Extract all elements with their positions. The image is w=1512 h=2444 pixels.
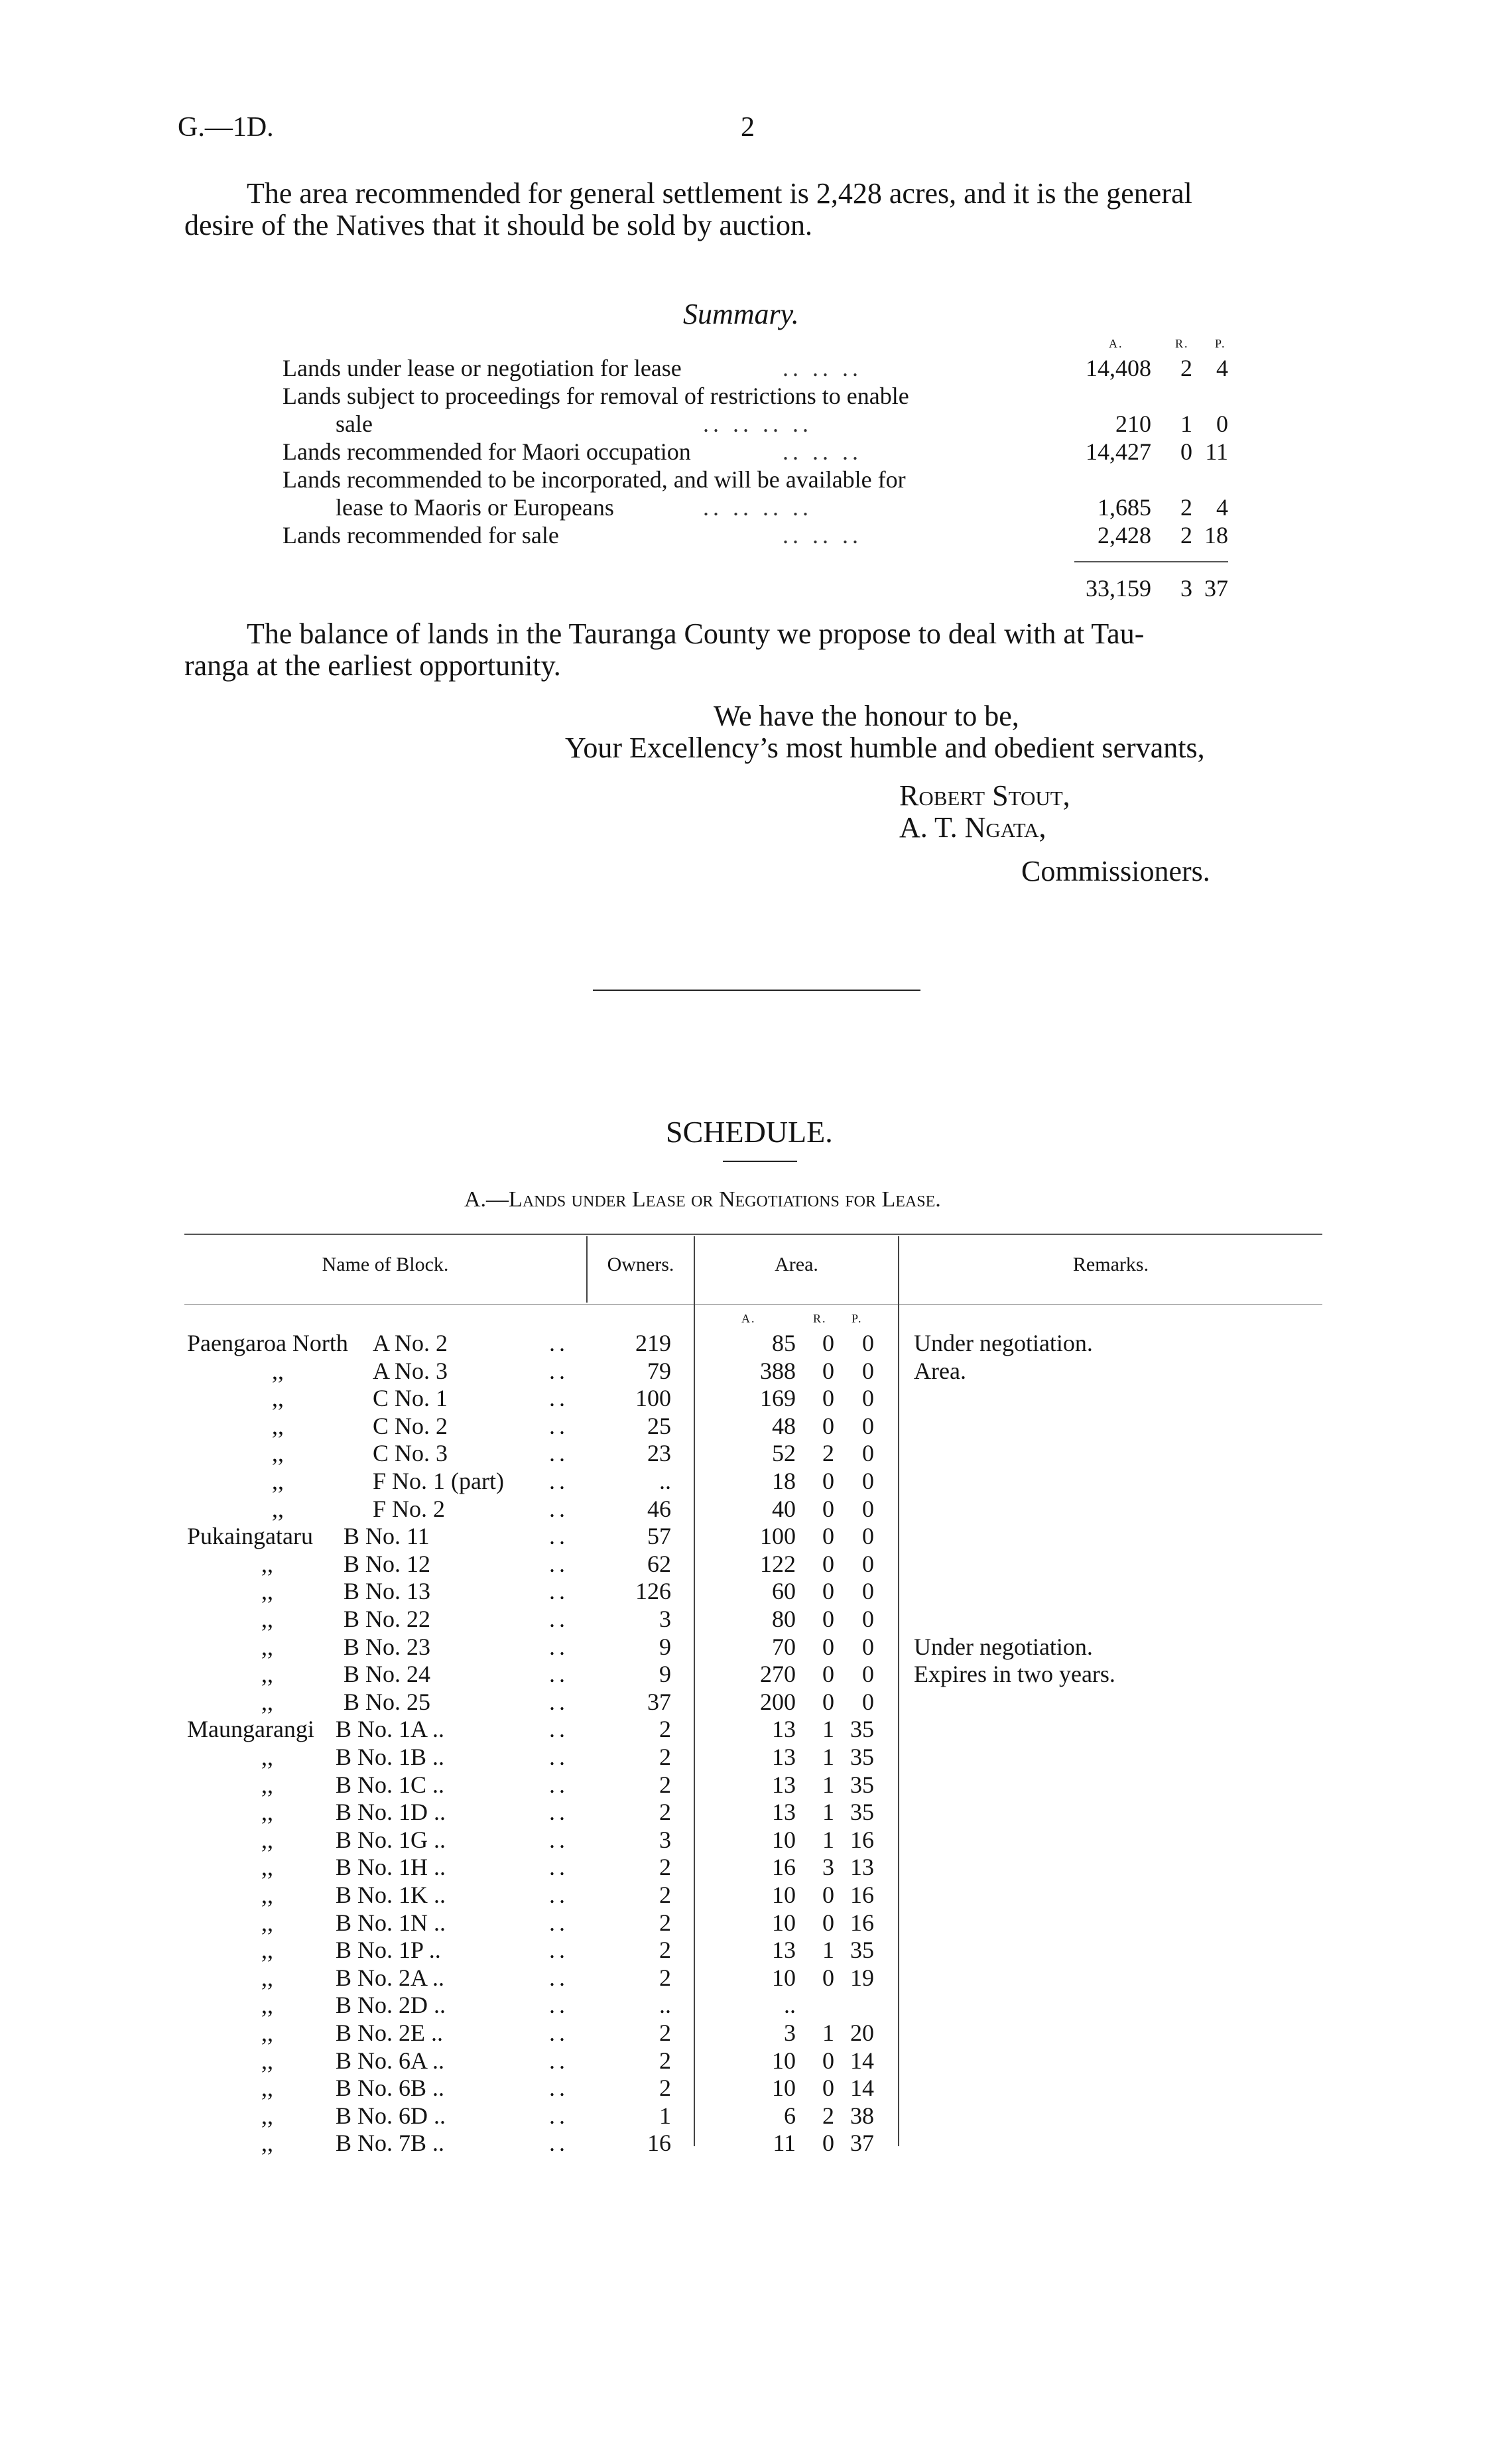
leader-dots: .. [549,1937,569,1963]
block-name-prefix: ,, [272,1385,284,1411]
row-remarks: Area. [914,1358,966,1384]
block-number: A No. 3 [373,1358,448,1384]
area-unit-roods: R. [813,1312,827,1325]
block-name-prefix: ,, [261,1578,273,1604]
signatory-2: A. T. Ngata, [899,811,1046,844]
block-number: F No. 2 [373,1496,446,1522]
owners-count: 2 [659,2047,671,2074]
area-unit-acres: A. [741,1312,756,1325]
area-roods: 0 [822,2047,834,2074]
area-acres: 6 [784,2102,796,2129]
owners-count: 9 [659,1661,671,1687]
area-roods: 1 [822,1827,834,1853]
area-acres: 13 [772,1937,796,1963]
block-name-prefix: ,, [272,1440,284,1466]
block-name-prefix: ,, [261,2130,273,2156]
area-acres: 270 [760,1661,796,1687]
row-remarks: Under negotiation. [914,1330,1093,1356]
owners-count: 126 [635,1578,671,1604]
area-acres: 13 [772,1799,796,1825]
leader-dots: .. [549,1578,569,1604]
schedule-title: SCHEDULE. [666,1115,833,1149]
area-roods: 0 [822,2075,834,2101]
area-perches: 0 [862,1689,874,1715]
owners-count: 46 [647,1496,671,1522]
block-number: B No. 1A .. [336,1716,445,1742]
area-perches: 35 [850,1744,874,1770]
summary-row-roods: 2 [1180,355,1192,381]
block-name-prefix: ,, [261,2047,273,2074]
area-roods: 3 [822,1854,834,1880]
area-roods: 0 [822,1578,834,1604]
table-top-rule [184,1234,1322,1235]
area-acres: 60 [772,1578,796,1604]
summary-col-roods: R. [1175,337,1189,350]
area-perches: 35 [850,1937,874,1963]
leader-dots: .. [549,1744,569,1770]
summary-row-perches: 11 [1205,438,1228,465]
block-number: C No. 2 [373,1413,448,1439]
leader-dots: .. [549,1771,569,1798]
balance-line-1: The balance of lands in the Tauranga County we propose to deal with at Tau- [247,617,1145,650]
leader-dots: .. [549,1496,569,1522]
area-acres: 13 [772,1744,796,1770]
leader-dots: .. [549,2047,569,2074]
owners-count: 37 [647,1689,671,1715]
area-perches: 35 [850,1771,874,1798]
owners-count: 2 [659,2020,671,2046]
area-roods: 0 [822,1496,834,1522]
area-roods: 1 [822,1771,834,1798]
leader-dots: .. [549,1716,569,1742]
area-roods: 0 [822,1523,834,1549]
block-number: B No. 6B .. [336,2075,445,2101]
block-number: B No. 1P .. [336,1937,441,1963]
block-name-prefix: Maungarangi [187,1716,314,1742]
block-name-prefix: ,, [272,1358,284,1384]
col-header-name: Name of Block. [322,1254,449,1275]
owners-count: 57 [647,1523,671,1549]
block-name-prefix: ,, [261,2020,273,2046]
area-roods: 0 [822,1964,834,1991]
block-name-prefix: ,, [272,1413,284,1439]
block-name-prefix: ,, [261,1744,273,1770]
area-acres: 10 [772,1827,796,1853]
area-perches: 16 [850,1882,874,1908]
summary-col-acres: A. [1109,337,1123,350]
schedule-subtitle: A.—Lands under Lease or Negotiations for Lease. [464,1187,941,1212]
owners-count: 25 [647,1413,671,1439]
owners-count: .. [659,1468,671,1494]
block-number: B No. 1K .. [336,1882,446,1908]
summary-row-perches: 4 [1216,494,1228,521]
area-acres: 3 [784,2020,796,2046]
leader-dots: .. [549,1606,569,1632]
area-perches: 0 [862,1358,874,1384]
block-number: B No. 1G .. [336,1827,446,1853]
leader-dots: .. [549,2102,569,2129]
summary-row-label-cont: lease to Maoris or Europeans [336,494,614,521]
block-name-prefix: ,, [261,1909,273,1936]
summary-row-label: Lands recommended to be incorporated, and will be available for [283,466,906,493]
summary-row-roods: 2 [1180,494,1192,521]
area-perches: 0 [862,1634,874,1660]
summary-row-label-cont: sale [336,411,373,437]
block-number: B No. 7B .. [336,2130,445,2156]
leader-dots: .. [549,1909,569,1936]
area-acres: 388 [760,1358,796,1384]
area-roods: 0 [822,1909,834,1936]
area-roods: 0 [822,1358,834,1384]
area-roods: 1 [822,1799,834,1825]
area-perches: 16 [850,1909,874,1936]
owners-count: 2 [659,1882,671,1908]
area-roods: 0 [822,1882,834,1908]
area-roods: 0 [822,1468,834,1494]
col-header-owners: Owners. [607,1254,674,1275]
block-number: B No. 11 [344,1523,430,1549]
area-acres: 70 [772,1634,796,1660]
area-perches: 14 [850,2047,874,2074]
summary-row-label: Lands subject to proceedings for removal of restrictions to enable [283,383,909,409]
summary-total-roods: 3 [1180,575,1192,602]
area-perches: 0 [862,1413,874,1439]
area-roods: 0 [822,2130,834,2156]
area-roods: 1 [822,1744,834,1770]
leader-dots: .. [549,1992,569,2018]
balance-line-2: ranga at the earliest opportunity. [184,649,561,682]
area-roods: 1 [822,1716,834,1742]
page-series-code: G.—1D. [178,112,274,143]
leader-dots: .. .. .. .. [703,494,812,521]
summary-row-roods: 0 [1180,438,1192,465]
section-divider [593,990,920,991]
area-perches: 20 [850,2020,874,2046]
summary-total-perches: 37 [1204,575,1228,602]
block-name-prefix: ,, [261,2075,273,2101]
owners-count: 23 [647,1440,671,1466]
page-number: 2 [741,112,755,143]
owners-count: 3 [659,1827,671,1853]
area-perches: 19 [850,1964,874,1991]
area-perches: 35 [850,1716,874,1742]
col-header-remarks: Remarks. [1072,1254,1149,1275]
area-acres: 85 [772,1330,796,1356]
owners-count: 3 [659,1606,671,1632]
block-name-prefix: ,, [261,1937,273,1963]
block-name-prefix: ,, [261,1964,273,1991]
summary-col-perches: P. [1215,337,1226,350]
summary-row-acres: 14,427 [1086,438,1151,465]
owners-count: 16 [647,2130,671,2156]
block-number: B No. 2D .. [336,1992,446,2018]
block-number: B No. 2E .. [336,2020,443,2046]
area-roods: 0 [822,1413,834,1439]
block-number: B No. 24 [344,1661,431,1687]
area-perches: 35 [850,1799,874,1825]
block-number: C No. 1 [373,1385,448,1411]
block-name-prefix: ,, [272,1468,284,1494]
signatory-title: Commissioners. [1021,855,1210,887]
owners-count: 2 [659,1744,671,1770]
area-perches: 14 [850,2075,874,2101]
area-perches: 37 [850,2130,874,2156]
owners-count: .. [659,1992,671,2018]
leader-dots: .. [549,1689,569,1715]
owners-count: 2 [659,1909,671,1936]
summary-row-acres: 210 [1115,411,1151,437]
closing-line-2: Your Excellency’s most humble and obedient servants, [565,732,1205,764]
area-acres: 10 [772,2047,796,2074]
leader-dots: .. [549,1661,569,1687]
block-number: B No. 1H .. [336,1854,446,1880]
owners-count: 2 [659,1716,671,1742]
area-acres: 169 [760,1385,796,1411]
area-acres: 13 [772,1716,796,1742]
intro-line-2: desire of the Natives that it should be sold by auction. [184,209,813,241]
leader-dots: .. [549,2075,569,2101]
block-name-prefix: ,, [261,1634,273,1660]
summary-row-label: Lands recommended for Maori occupation [283,438,691,465]
owners-count: 219 [635,1330,671,1356]
block-number: B No. 1B .. [336,1744,445,1770]
area-perches: 0 [862,1578,874,1604]
leader-dots: .. .. .. .. [703,411,812,437]
area-roods: 1 [822,2020,834,2046]
leader-dots: .. [549,2130,569,2156]
block-number: F No. 1 (part) [373,1468,504,1494]
block-name-prefix: Pukaingataru [187,1523,313,1549]
block-name-prefix: ,, [272,1496,284,1522]
area-perches: 0 [862,1551,874,1577]
owners-count: 2 [659,1964,671,1991]
leader-dots: .. .. .. [783,438,862,465]
summary-row-label: Lands under lease or negotiation for lease [283,355,682,381]
summary-row-label: Lands recommended for sale [283,522,559,548]
leader-dots: .. [549,1882,569,1908]
block-name-prefix: ,, [261,1551,273,1577]
leader-dots: .. .. .. [783,355,862,381]
area-acres: 11 [773,2130,796,2156]
intro-line-1: The area recommended for general settlement is 2,428 acres, and it is the general [247,177,1192,210]
block-number: B No. 22 [344,1606,431,1632]
area-perches: 0 [862,1523,874,1549]
area-perches: 0 [862,1385,874,1411]
block-number: B No. 2A .. [336,1964,445,1991]
area-acres: 10 [772,2075,796,2101]
area-perches: 38 [850,2102,874,2129]
block-name-prefix: ,, [261,1992,273,2018]
block-number: B No. 6A .. [336,2047,445,2074]
area-roods: 0 [822,1606,834,1632]
block-number: B No. 1N .. [336,1909,446,1936]
block-number: B No. 1D .. [336,1799,446,1825]
leader-dots: .. [549,1385,569,1411]
area-perches: 13 [850,1854,874,1880]
area-perches: 0 [862,1330,874,1356]
block-name-prefix: ,, [261,1661,273,1687]
block-number: B No. 12 [344,1551,431,1577]
area-acres: 10 [772,1909,796,1936]
leader-dots: .. [549,1330,569,1356]
area-acres: 48 [772,1413,796,1439]
area-acres: .. [784,1992,796,2018]
table-header-rule [184,1304,1322,1305]
area-roods: 1 [822,1937,834,1963]
owners-count: 2 [659,1937,671,1963]
area-acres: 122 [760,1551,796,1577]
block-number: B No. 13 [344,1578,431,1604]
area-acres: 200 [760,1689,796,1715]
block-name-prefix: ,, [261,1799,273,1825]
signatory-1: Robert Stout, [899,779,1070,812]
col-header-area: Area. [775,1254,818,1275]
area-unit-perches: P. [851,1312,863,1325]
area-roods: 0 [822,1689,834,1715]
leader-dots: .. [549,1799,569,1825]
area-roods: 0 [822,1634,834,1660]
area-perches: 0 [862,1661,874,1687]
leader-dots: .. [549,1634,569,1660]
summary-row-roods: 1 [1180,411,1192,437]
area-acres: 100 [760,1523,796,1549]
owners-count: 9 [659,1634,671,1660]
owners-count: 79 [647,1358,671,1384]
leader-dots: .. [549,1358,569,1384]
leader-dots: .. [549,1551,569,1577]
leader-dots: .. [549,1440,569,1466]
area-roods: 2 [822,1440,834,1466]
leader-dots: .. [549,1827,569,1853]
leader-dots: .. [549,1468,569,1494]
area-acres: 10 [772,1964,796,1991]
area-acres: 10 [772,1882,796,1908]
closing-line-1: We have the honour to be, [714,700,1019,732]
block-name-prefix: ,, [261,1689,273,1715]
block-number: A No. 2 [373,1330,448,1356]
area-perches: 0 [862,1468,874,1494]
col-divider-area [694,1236,695,2146]
area-roods: 0 [822,1661,834,1687]
area-roods: 0 [822,1330,834,1356]
owners-count: 2 [659,1854,671,1880]
leader-dots: .. [549,1523,569,1549]
summary-row-roods: 2 [1180,522,1192,548]
block-name-prefix: ,, [261,2102,273,2129]
block-number: B No. 6D .. [336,2102,446,2129]
block-name-prefix: ,, [261,1771,273,1798]
row-remarks: Under negotiation. [914,1634,1093,1660]
block-name-prefix: ,, [261,1606,273,1632]
block-number: B No. 25 [344,1689,431,1715]
owners-count: 100 [635,1385,671,1411]
summary-total-acres: 33,159 [1086,575,1151,602]
area-acres: 13 [772,1771,796,1798]
area-perches: 0 [862,1440,874,1466]
summary-row-perches: 4 [1216,355,1228,381]
area-roods: 0 [822,1385,834,1411]
summary-row-acres: 1,685 [1098,494,1151,521]
block-name-prefix: ,, [261,1827,273,1853]
block-number: B No. 1C .. [336,1771,445,1798]
area-roods: 2 [822,2102,834,2129]
area-acres: 80 [772,1606,796,1632]
leader-dots: .. [549,1964,569,1991]
leader-dots: .. [549,1854,569,1880]
block-number: B No. 23 [344,1634,431,1660]
summary-row-acres: 2,428 [1098,522,1151,548]
leader-dots: .. .. .. [783,522,862,548]
area-perches: 0 [862,1496,874,1522]
leader-dots: .. [549,1413,569,1439]
owners-count: 2 [659,1799,671,1825]
area-acres: 52 [772,1440,796,1466]
block-name-prefix: ,, [261,1882,273,1908]
block-name-prefix: Paengaroa North [187,1330,348,1356]
block-name-prefix: ,, [261,1854,273,1880]
area-perches: 0 [862,1606,874,1632]
summary-total-rule [1074,561,1228,562]
col-divider-remarks [898,1236,899,2146]
row-remarks: Expires in two years. [914,1661,1115,1687]
leader-dots: .. [549,2020,569,2046]
summary-row-acres: 14,408 [1086,355,1151,381]
owners-count: 62 [647,1551,671,1577]
owners-count: 2 [659,1771,671,1798]
area-acres: 16 [772,1854,796,1880]
schedule-title-rule [723,1161,797,1162]
area-acres: 18 [772,1468,796,1494]
summary-title: Summary. [683,298,799,330]
block-number: C No. 3 [373,1440,448,1466]
area-perches: 16 [850,1827,874,1853]
owners-count: 1 [659,2102,671,2129]
area-acres: 40 [772,1496,796,1522]
summary-row-perches: 18 [1204,522,1228,548]
owners-count: 2 [659,2075,671,2101]
summary-row-perches: 0 [1216,411,1228,437]
area-roods: 0 [822,1551,834,1577]
